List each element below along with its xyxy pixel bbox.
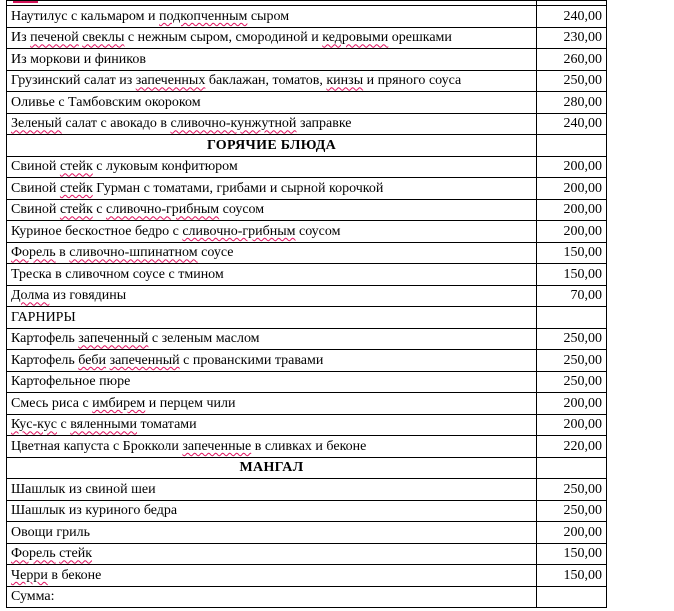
item-price: 150,00 <box>537 543 607 565</box>
menu-item-row <box>7 242 607 264</box>
spellcheck-flagged-word: запеченных <box>135 73 206 89</box>
spellcheck-flagged-word: сливочно-грибным <box>182 223 296 239</box>
section-header-row <box>7 457 607 479</box>
section-price-cell <box>537 307 607 329</box>
item-name: Кус-кус с вяленными томатами <box>7 414 537 436</box>
item-name: Черри в беконе <box>7 565 537 587</box>
item-name: Из моркови и фиников <box>7 49 537 71</box>
menu-item-row <box>7 27 607 49</box>
total-value <box>537 586 607 608</box>
item-price: 200,00 <box>537 414 607 436</box>
spellcheck-flagged-word: Черри <box>11 567 48 583</box>
item-price: 250,00 <box>537 500 607 522</box>
menu-item-row <box>7 522 607 544</box>
section-price-cell <box>537 135 607 157</box>
menu-item-row <box>7 221 607 243</box>
spellcheck-flagged-word: кедровыми <box>322 30 389 46</box>
spellcheck-flagged-word: печеной <box>30 30 79 46</box>
item-price: 150,00 <box>537 242 607 264</box>
menu-table-body <box>7 1 607 608</box>
spellcheck-flagged-word: Зеленый <box>11 116 62 132</box>
item-name: Свиной стейк с луковым конфитюром <box>7 156 537 178</box>
item-name: Свиной стейк с сливочно-грибным соусом <box>7 199 537 221</box>
spellcheck-flagged-word: стейк <box>59 202 93 218</box>
menu-item-row <box>7 500 607 522</box>
item-name: Шашлык из свиной шеи <box>7 479 537 501</box>
section-price-cell <box>537 457 607 479</box>
item-price: 230,00 <box>537 27 607 49</box>
item-price: 250,00 <box>537 479 607 501</box>
menu-item-row <box>7 70 607 92</box>
item-name: Наутилус с кальмаром и подкопченным сыром <box>7 6 537 28</box>
spellcheck-flagged-word: запеченный <box>78 331 149 347</box>
menu-item-row <box>7 178 607 200</box>
menu-item-row <box>7 264 607 286</box>
spellcheck-flagged-word: сливочно-кунжутной <box>170 116 297 132</box>
menu-item-row <box>7 371 607 393</box>
item-name: Картофель беби запеченный с прованскими травами <box>7 350 537 372</box>
spellcheck-flagged-word: кинзы <box>326 73 364 89</box>
menu-item-row <box>7 49 607 71</box>
item-name: Картофельное пюре <box>7 371 537 393</box>
item-name: Цветная капуста с Брокколи запеченные в сливках и беконе <box>7 436 537 458</box>
menu-item-row <box>7 92 607 114</box>
menu-item-row <box>7 436 607 458</box>
section-title: ГОРЯЧИЕ БЛЮДА <box>7 135 537 157</box>
item-name: Смесь риса с имбирем и перцем чили <box>7 393 537 415</box>
menu-table <box>6 0 607 608</box>
item-price: 200,00 <box>537 199 607 221</box>
item-price: 240,00 <box>537 113 607 135</box>
spellcheck-flagged-word: Форель <box>11 245 56 261</box>
item-price: 200,00 <box>537 221 607 243</box>
item-price: 250,00 <box>537 350 607 372</box>
item-price: 280,00 <box>537 92 607 114</box>
spellcheck-flagged-word: свеклы <box>82 30 125 46</box>
spellcheck-flagged-word: беби <box>78 352 107 368</box>
spellcheck-flagged-word: запеченный <box>109 352 180 368</box>
spellcheck-flagged-word: Форель <box>11 546 56 562</box>
item-price: 250,00 <box>537 70 607 92</box>
item-price: 70,00 <box>537 285 607 307</box>
document-sheet <box>6 0 672 608</box>
spellcheck-flagged-word: стейк <box>59 546 92 562</box>
spellcheck-flagged-word: Кус-кус <box>11 417 57 433</box>
menu-item-row <box>7 156 607 178</box>
spellcheck-flagged-word: стейк <box>59 159 93 175</box>
menu-item-row <box>7 350 607 372</box>
item-name: Куриное бескостное бедро с сливочно-грибным соусом <box>7 221 537 243</box>
item-price: 200,00 <box>537 156 607 178</box>
item-name: Грузинский салат из запеченных баклажан, томатов, кинзы и пряного соуса <box>7 70 537 92</box>
item-name: Форель в сливочно-шпинатном соусе <box>7 242 537 264</box>
section-title: ГАРНИРЫ <box>7 307 537 329</box>
item-name: Зеленый салат с авокадо в сливочно-кунжутной заправке <box>7 113 537 135</box>
menu-item-row <box>7 199 607 221</box>
item-price: 240,00 <box>537 6 607 28</box>
spellcheck-mark <box>13 1 38 3</box>
menu-item-row <box>7 479 607 501</box>
item-name: Из печеной свеклы с нежным сыром, смородиной и кедровыми орешками <box>7 27 537 49</box>
item-name <box>7 543 537 565</box>
menu-item-row <box>7 285 607 307</box>
item-name: Свиной стейк Гурман с томатами, грибами и сырной корочкой <box>7 178 537 200</box>
item-price: 260,00 <box>537 49 607 71</box>
section-title: МАНГАЛ <box>7 457 537 479</box>
spellcheck-flagged-word: имбирем <box>92 395 146 411</box>
menu-item-row <box>7 113 607 135</box>
spellcheck-flagged-word: подкопченным <box>159 8 248 24</box>
menu-item-row <box>7 565 607 587</box>
menu-item-row <box>7 328 607 350</box>
spellcheck-flagged-word: запеченные <box>182 438 252 454</box>
section-header-row <box>7 135 607 157</box>
item-price: 200,00 <box>537 522 607 544</box>
spellcheck-flagged-word: вяленными <box>70 417 138 433</box>
spellcheck-flagged-word: сливочно-шпинатном <box>69 245 198 261</box>
menu-item-row <box>7 6 607 28</box>
item-name: Треска в сливочном соусе с тмином <box>7 264 537 286</box>
item-price: 250,00 <box>537 328 607 350</box>
spellcheck-flagged-word: сливочно-грибным <box>106 202 220 218</box>
item-price: 250,00 <box>537 371 607 393</box>
total-label: Сумма: <box>7 586 537 608</box>
item-name: Овощи гриль <box>7 522 537 544</box>
item-price: 220,00 <box>537 436 607 458</box>
item-price: 150,00 <box>537 565 607 587</box>
item-name: Картофель запеченный с зеленым маслом <box>7 328 537 350</box>
spellcheck-flagged-word: Долма <box>11 288 50 304</box>
item-name: Шашлык из куриного бедра <box>7 500 537 522</box>
spellcheck-flagged-word: стейк <box>59 180 93 196</box>
item-price: 150,00 <box>537 264 607 286</box>
item-name: Долма из говядины <box>7 285 537 307</box>
item-name: Оливье с Тамбовским окороком <box>7 92 537 114</box>
item-price: 200,00 <box>537 178 607 200</box>
section-header-row <box>7 307 607 329</box>
menu-item-row <box>7 543 607 565</box>
menu-item-row <box>7 393 607 415</box>
total-row <box>7 586 607 608</box>
menu-item-row <box>7 414 607 436</box>
item-price: 200,00 <box>537 393 607 415</box>
